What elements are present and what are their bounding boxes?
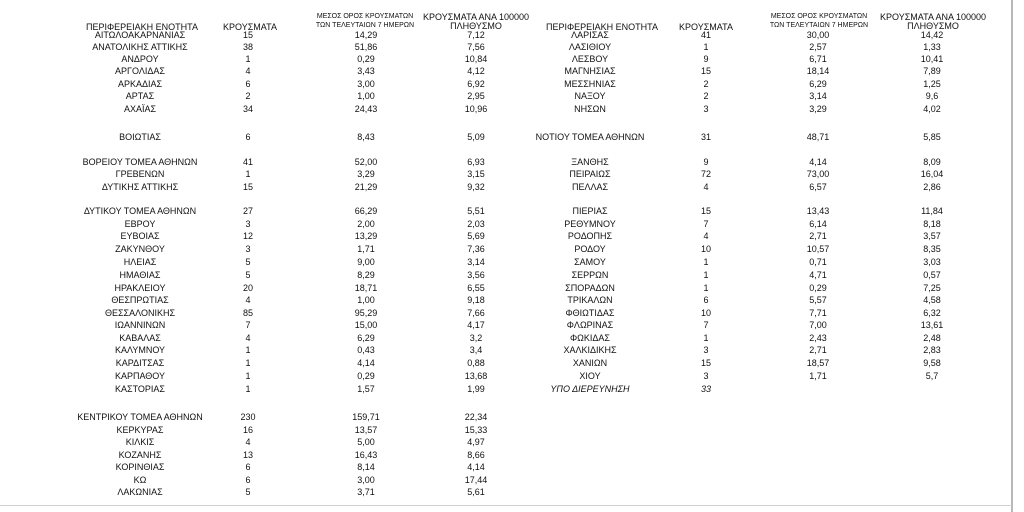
cell-region: ΑΝΔΡΟΥ — [121, 54, 159, 64]
cell-avg: 1,57 — [357, 384, 375, 394]
cell-per100k: 7,66 — [467, 308, 485, 318]
cell-avg: 1,71 — [357, 244, 375, 254]
cell-avg: 52,00 — [354, 157, 378, 167]
cell-region: ΚΑΛΥΜΝΟΥ — [114, 345, 166, 355]
cell-cases: 38 — [242, 42, 253, 52]
cell-per100k: 2,86 — [923, 182, 941, 192]
cell-avg: 30,00 — [806, 30, 830, 40]
cell-per100k: 3,56 — [467, 270, 485, 280]
cell-cases: 72 — [700, 169, 711, 179]
cell-avg: 73,00 — [806, 169, 830, 179]
cell-avg: 8,14 — [357, 462, 375, 472]
cell-cases: 7 — [703, 219, 709, 229]
table-row — [0, 218, 1010, 230]
cell-per100k: 9,58 — [923, 358, 941, 368]
cell-cases: 15 — [242, 182, 253, 192]
table-row — [0, 344, 1010, 356]
cell-avg: 2,43 — [809, 333, 827, 343]
cell-cases: 3 — [703, 104, 709, 114]
cell-cases: 6 — [245, 132, 251, 142]
cell-avg: 5,00 — [357, 437, 375, 447]
cell-cases: 12 — [242, 231, 253, 241]
cell-per100k: 2,83 — [923, 345, 941, 355]
cell-avg: 5,57 — [809, 295, 827, 305]
cell-per100k: 8,35 — [923, 244, 941, 254]
cell-cases: 9 — [703, 157, 709, 167]
cell-per100k: 0,57 — [923, 270, 941, 280]
cell-per100k: 3,2 — [469, 333, 483, 343]
cell-avg: 3,29 — [809, 104, 827, 114]
cell-per100k: 14,42 — [920, 30, 944, 40]
cell-region: ΠΕΛΛΑΣ — [571, 182, 609, 192]
right-header-avg-1: ΜΕΣΟΣ ΟΡΟΣ ΚΡΟΥΣΜΑΤΩΝ — [770, 13, 868, 20]
cell-region: ΝΗΣΩΝ — [574, 104, 606, 114]
cell-per100k: 0,88 — [467, 358, 485, 368]
cell-region: ΠΕΙΡΑΙΩΣ — [569, 169, 611, 179]
cell-avg: 1,00 — [357, 91, 375, 101]
cell-region: ΤΡΙΚΑΛΩΝ — [567, 295, 613, 305]
table-row — [0, 205, 1010, 217]
cell-avg: 0,29 — [357, 371, 375, 381]
cell-per100k: 10,41 — [920, 54, 944, 64]
cell-cases: 9 — [703, 54, 709, 64]
table-row — [0, 486, 1010, 498]
cell-avg: 4,14 — [357, 358, 375, 368]
cell-avg: 95,29 — [354, 308, 378, 318]
cell-region: ΛΕΣΒΟΥ — [571, 54, 609, 64]
table-row — [0, 90, 1010, 102]
cell-region: ΛΑΚΩΝΙΑΣ — [117, 487, 163, 497]
cell-cases: 15 — [700, 206, 711, 216]
cell-avg: 6,57 — [809, 182, 827, 192]
cell-avg: 1,00 — [357, 295, 375, 305]
cell-cases: 1 — [245, 371, 251, 381]
cell-region: ΑΧΑΪΑΣ — [123, 104, 157, 114]
cell-region: ΞΑΝΘΗΣ — [571, 157, 609, 167]
cell-avg: 3,29 — [357, 169, 375, 179]
cell-per100k: 9,6 — [925, 91, 939, 101]
cell-avg: 1,71 — [809, 371, 827, 381]
cell-region: ΦΘΙΩΤΙΔΑΣ — [565, 308, 615, 318]
bottom-border — [0, 505, 1012, 506]
cell-region: ΗΡΑΚΛΕΙΟΥ — [114, 283, 166, 293]
cell-region: ΜΕΣΣΗΝΙΑΣ — [564, 79, 616, 89]
cell-region: ΥΠΟ ΔΙΕΡΕΥΝΗΣΗ — [550, 384, 630, 394]
cell-cases: 6 — [703, 295, 709, 305]
cell-region: ΚΑΒΑΛΑΣ — [119, 333, 161, 343]
cell-per100k: 13,68 — [464, 371, 488, 381]
cell-per100k: 4,14 — [467, 462, 485, 472]
cell-per100k: 7,56 — [467, 42, 485, 52]
cell-per100k: 22,34 — [464, 412, 488, 422]
cell-cases: 3 — [703, 371, 709, 381]
cell-region: ΜΑΓΝΗΣΙΑΣ — [564, 66, 616, 76]
cell-per100k: 3,14 — [467, 257, 485, 267]
cell-avg: 3,71 — [357, 487, 375, 497]
cell-cases: 1 — [703, 42, 709, 52]
table-row — [0, 282, 1010, 294]
right-header-avg-2: ΤΩΝ ΤΕΛΕΥΤΑΙΩΝ 7 ΗΜΕΡΩΝ — [769, 22, 869, 29]
table-row — [0, 411, 1010, 423]
cell-per100k: 4,97 — [467, 437, 485, 447]
cell-region: ΚΑΣΤΟΡΙΑΣ — [115, 384, 165, 394]
cell-region: ΣΠΟΡΑΔΩΝ — [565, 283, 615, 293]
cell-region: ΖΑΚΥΝΘΟΥ — [115, 244, 165, 254]
cell-per100k: 1,99 — [467, 384, 485, 394]
cell-cases: 1 — [703, 270, 709, 280]
cell-per100k: 16,04 — [920, 169, 944, 179]
cell-region: ΚΙΛΚΙΣ — [125, 437, 155, 447]
cell-avg: 2,57 — [809, 42, 827, 52]
left-header-per100k-1: ΚΡΟΥΣΜΑΤΑ ΑΝΑ 100000 — [423, 12, 529, 22]
cell-avg: 0,71 — [809, 257, 827, 267]
cell-avg: 51,86 — [354, 42, 378, 52]
cell-cases: 2 — [245, 91, 251, 101]
cell-region: ΚΑΡΠΑΘΟΥ — [114, 371, 166, 381]
cell-per100k: 2,03 — [467, 219, 485, 229]
cell-avg: 7,71 — [809, 308, 827, 318]
cell-region: ΘΕΣΠΡΩΤΙΑΣ — [111, 295, 169, 305]
cell-cases: 15 — [700, 66, 711, 76]
cell-per100k: 3,4 — [469, 345, 483, 355]
left-header-per100k-2: ΠΛΗΘΥΣΜΟ — [450, 21, 502, 31]
cell-cases: 1 — [245, 169, 251, 179]
table-row — [0, 383, 1010, 395]
cell-cases: 1 — [245, 54, 251, 64]
cell-per100k: 6,32 — [923, 308, 941, 318]
table-row — [0, 319, 1010, 331]
cell-per100k: 1,33 — [923, 42, 941, 52]
cell-region: ΠΙΕΡΙΑΣ — [572, 206, 608, 216]
cell-cases: 230 — [240, 412, 256, 422]
cell-per100k: 7,36 — [467, 244, 485, 254]
table-row — [0, 370, 1010, 382]
cell-region: ΑΡΤΑΣ — [125, 91, 155, 101]
cell-region: ΑΡΚΑΔΙΑΣ — [117, 79, 163, 89]
cell-per100k: 9,18 — [467, 295, 485, 305]
cell-region: ΧΑΛΚΙΔΙΚΗΣ — [563, 345, 617, 355]
cell-avg: 0,29 — [357, 54, 375, 64]
cell-region: ΔΥΤΙΚΟΥ ΤΟΜΕΑ ΑΘΗΝΩΝ — [83, 206, 197, 216]
cell-cases: 5 — [245, 487, 251, 497]
table-row — [0, 41, 1010, 53]
cell-cases: 31 — [700, 132, 711, 142]
cell-cases: 4 — [703, 231, 709, 241]
table-row — [0, 230, 1010, 242]
cell-avg: 2,71 — [809, 231, 827, 241]
table-row — [0, 168, 1010, 180]
cell-per100k: 7,89 — [923, 66, 941, 76]
cell-cases: 6 — [245, 462, 251, 472]
cell-cases: 4 — [245, 333, 251, 343]
cell-per100k: 2,95 — [467, 91, 485, 101]
cell-per100k: 4,02 — [923, 104, 941, 114]
cell-avg: 10,57 — [806, 244, 830, 254]
cell-cases: 7 — [245, 320, 251, 330]
cell-avg: 0,29 — [809, 283, 827, 293]
cell-per100k: 17,44 — [464, 475, 488, 485]
cell-per100k: 5,69 — [467, 231, 485, 241]
cell-avg: 66,29 — [354, 206, 378, 216]
cell-cases: 16 — [242, 425, 253, 435]
table-row — [0, 103, 1010, 115]
cell-per100k: 10,84 — [464, 54, 488, 64]
cell-per100k: 3,15 — [467, 169, 485, 179]
cell-per100k: 3,03 — [923, 257, 941, 267]
cell-cases: 34 — [242, 104, 253, 114]
cell-avg: 16,43 — [354, 450, 378, 460]
cell-avg: 13,43 — [806, 206, 830, 216]
cell-cases: 6 — [245, 79, 251, 89]
table-row — [0, 424, 1010, 436]
cell-region: ΚΟΖΑΝΗΣ — [118, 450, 162, 460]
table-row — [0, 29, 1010, 41]
cell-avg: 13,29 — [354, 231, 378, 241]
cell-cases: 10 — [700, 308, 711, 318]
cell-per100k: 10,96 — [464, 104, 488, 114]
cell-region: ΒΟΙΩΤΙΑΣ — [119, 132, 161, 142]
table-row — [0, 307, 1010, 319]
cell-cases: 4 — [703, 182, 709, 192]
cell-per100k: 13,61 — [920, 320, 944, 330]
cell-per100k: 8,66 — [467, 450, 485, 460]
cell-cases: 1 — [703, 257, 709, 267]
cell-per100k: 3,57 — [923, 231, 941, 241]
cell-region: ΙΩΑΝΝΙΝΩΝ — [114, 320, 166, 330]
cell-avg: 8,43 — [357, 132, 375, 142]
cell-region: ΗΛΕΙΑΣ — [123, 257, 157, 267]
cell-avg: 8,29 — [357, 270, 375, 280]
cell-region: ΑΙΤΩΛΟΑΚΑΡΝΑΝΙΑΣ — [94, 30, 186, 40]
cell-cases: 2 — [703, 91, 709, 101]
cell-per100k: 5,61 — [467, 487, 485, 497]
cell-cases: 1 — [245, 384, 251, 394]
cell-avg: 13,57 — [354, 425, 378, 435]
cell-region: ΒΟΡΕΙΟΥ ΤΟΜΕΑ ΑΘΗΝΩΝ — [82, 157, 198, 167]
cell-avg: 4,71 — [809, 270, 827, 280]
cell-avg: 3,14 — [809, 91, 827, 101]
cell-cases: 10 — [700, 244, 711, 254]
cell-cases: 3 — [703, 345, 709, 355]
cell-avg: 18,71 — [354, 283, 378, 293]
cell-cases: 1 — [245, 358, 251, 368]
cell-region: ΡΟΔΟΥ — [574, 244, 606, 254]
cell-per100k: 6,55 — [467, 283, 485, 293]
cell-per100k: 8,09 — [923, 157, 941, 167]
cell-region: ΕΒΡΟΥ — [124, 219, 156, 229]
cell-per100k: 5,85 — [923, 132, 941, 142]
cell-region: ΗΜΑΘΙΑΣ — [119, 270, 161, 280]
cell-avg: 159,71 — [352, 412, 380, 422]
cell-per100k: 4,12 — [467, 66, 485, 76]
cell-avg: 21,29 — [354, 182, 378, 192]
table-row — [0, 294, 1010, 306]
cell-cases: 41 — [700, 30, 711, 40]
cell-cases: 33 — [700, 384, 711, 394]
cell-per100k: 9,32 — [467, 182, 485, 192]
cell-region: ΓΡΕΒΕΝΩΝ — [115, 169, 165, 179]
cell-cases: 7 — [703, 320, 709, 330]
cell-region: ΚΕΡΚΥΡΑΣ — [116, 425, 164, 435]
table-row — [0, 357, 1010, 369]
cell-per100k: 2,48 — [923, 333, 941, 343]
cell-cases: 41 — [242, 157, 253, 167]
cell-avg: 7,00 — [809, 320, 827, 330]
table-row — [0, 436, 1010, 448]
cell-cases: 4 — [245, 295, 251, 305]
cell-avg: 6,29 — [809, 79, 827, 89]
table-row — [0, 461, 1010, 473]
cell-avg: 3,43 — [357, 66, 375, 76]
cell-region: ΝΟΤΙΟΥ ΤΟΜΕΑ ΑΘΗΝΩΝ — [535, 132, 645, 142]
cell-avg: 0,43 — [357, 345, 375, 355]
right-border — [1011, 0, 1013, 512]
table-row — [0, 256, 1010, 268]
table-row — [0, 243, 1010, 255]
cell-region: ΛΑΡΙΣΑΣ — [571, 30, 609, 40]
cell-cases: 3 — [245, 219, 251, 229]
cell-region: ΡΟΔΟΠΗΣ — [567, 231, 613, 241]
cell-avg: 4,14 — [809, 157, 827, 167]
cell-cases: 2 — [703, 79, 709, 89]
cell-region: ΦΩΚΙΔΑΣ — [570, 333, 610, 343]
cell-cases: 4 — [245, 437, 251, 447]
cell-avg: 18,14 — [806, 66, 830, 76]
cell-avg: 18,57 — [806, 358, 830, 368]
cell-cases: 3 — [245, 244, 251, 254]
right-header-per100k-2: ΠΛΗΘΥΣΜΟ — [907, 21, 959, 31]
cell-region: ΧΙΟΥ — [579, 371, 601, 381]
cell-region: ΦΛΩΡΙΝΑΣ — [566, 320, 614, 330]
cell-region: ΡΕΘΥΜΝΟΥ — [564, 219, 616, 229]
cell-cases: 85 — [242, 308, 253, 318]
left-header-region: ΠΕΡΙΦΕΡΕΙΑΚΗ ΕΝΟΤΗΤΑ — [85, 22, 199, 32]
cell-per100k: 5,51 — [467, 206, 485, 216]
cell-avg: 14,29 — [354, 30, 378, 40]
cell-per100k: 5,09 — [467, 132, 485, 142]
cell-cases: 1 — [703, 333, 709, 343]
cell-region: ΑΝΑΤΟΛΙΚΗΣ ΑΤΤΙΚΗΣ — [92, 42, 188, 52]
cell-avg: 6,29 — [357, 333, 375, 343]
cell-avg: 3,00 — [357, 475, 375, 485]
cell-region: ΕΥΒΟΙΑΣ — [120, 231, 160, 241]
cell-avg: 6,14 — [809, 219, 827, 229]
cell-region: ΧΑΝΙΩΝ — [572, 358, 608, 368]
cell-avg: 2,00 — [357, 219, 375, 229]
cell-region: ΚΕΝΤΡΙΚΟΥ ΤΟΜΕΑ ΑΘΗΝΩΝ — [77, 412, 203, 422]
cell-cases: 5 — [245, 270, 251, 280]
table-row — [0, 474, 1010, 486]
cell-region: ΝΑΞΟΥ — [574, 91, 606, 101]
cell-per100k: 6,92 — [467, 79, 485, 89]
cell-per100k: 7,12 — [467, 30, 485, 40]
cell-avg: 48,71 — [806, 132, 830, 142]
cell-region: ΚΟΡΙΝΘΙΑΣ — [115, 462, 165, 472]
table-row — [0, 156, 1010, 168]
cell-per100k: 7,25 — [923, 283, 941, 293]
cell-avg: 24,43 — [354, 104, 378, 114]
cell-cases: 1 — [245, 345, 251, 355]
cell-region: ΣΑΜΟΥ — [574, 257, 606, 267]
right-header-cases: ΚΡΟΥΣΜΑΤΑ — [679, 22, 733, 32]
cell-cases: 15 — [242, 30, 253, 40]
cell-avg: 9,00 — [357, 257, 375, 267]
table-row — [0, 269, 1010, 281]
cell-avg: 6,71 — [809, 54, 827, 64]
cell-per100k: 1,25 — [923, 79, 941, 89]
cell-avg: 15,00 — [354, 320, 378, 330]
cell-region: ΚΩ — [133, 475, 147, 485]
cell-per100k: 8,18 — [923, 219, 941, 229]
cell-region: ΑΡΓΟΛΙΔΑΣ — [115, 66, 165, 76]
cell-region: ΔΥΤΙΚΗΣ ΑΤΤΙΚΗΣ — [101, 182, 179, 192]
cell-cases: 1 — [703, 283, 709, 293]
cell-cases: 15 — [700, 358, 711, 368]
cell-per100k: 5,7 — [925, 371, 939, 381]
table-row — [0, 332, 1010, 344]
left-header-avg-2: ΤΩΝ ΤΕΛΕΥΤΑΙΩΝ 7 ΗΜΕΡΩΝ — [315, 22, 415, 29]
cell-cases: 6 — [245, 475, 251, 485]
cell-per100k: 4,58 — [923, 295, 941, 305]
cell-per100k: 15,33 — [464, 425, 488, 435]
right-header-per100k-1: ΚΡΟΥΣΜΑΤΑ ΑΝΑ 100000 — [880, 12, 986, 22]
table-row — [0, 53, 1010, 65]
left-header-avg-1: ΜΕΣΟΣ ΟΡΟΣ ΚΡΟΥΣΜΑΤΩΝ — [316, 13, 414, 20]
cell-per100k: 6,93 — [467, 157, 485, 167]
table-row — [0, 65, 1010, 77]
cell-cases: 13 — [242, 450, 253, 460]
table-row — [0, 181, 1010, 193]
table-row — [0, 449, 1010, 461]
left-header-cases: ΚΡΟΥΣΜΑΤΑ — [223, 22, 277, 32]
table-row — [0, 131, 1010, 143]
right-header-region: ΠΕΡΙΦΕΡΕΙΑΚΗ ΕΝΟΤΗΤΑ — [545, 22, 659, 32]
cell-region: ΣΕΡΡΩΝ — [571, 270, 609, 280]
cell-avg: 2,71 — [809, 345, 827, 355]
cell-cases: 4 — [245, 66, 251, 76]
cell-avg: 3,00 — [357, 79, 375, 89]
cell-cases: 27 — [242, 206, 253, 216]
cell-cases: 20 — [242, 283, 253, 293]
cell-cases: 5 — [245, 257, 251, 267]
cell-region: ΘΕΣΣΑΛΟΝΙΚΗΣ — [104, 308, 176, 318]
cell-region: ΚΑΡΔΙΤΣΑΣ — [115, 358, 165, 368]
cell-per100k: 4,17 — [467, 320, 485, 330]
cell-region: ΛΑΣΙΘΙΟΥ — [568, 42, 612, 52]
cell-per100k: 11,84 — [921, 206, 943, 216]
table-row — [0, 78, 1010, 90]
